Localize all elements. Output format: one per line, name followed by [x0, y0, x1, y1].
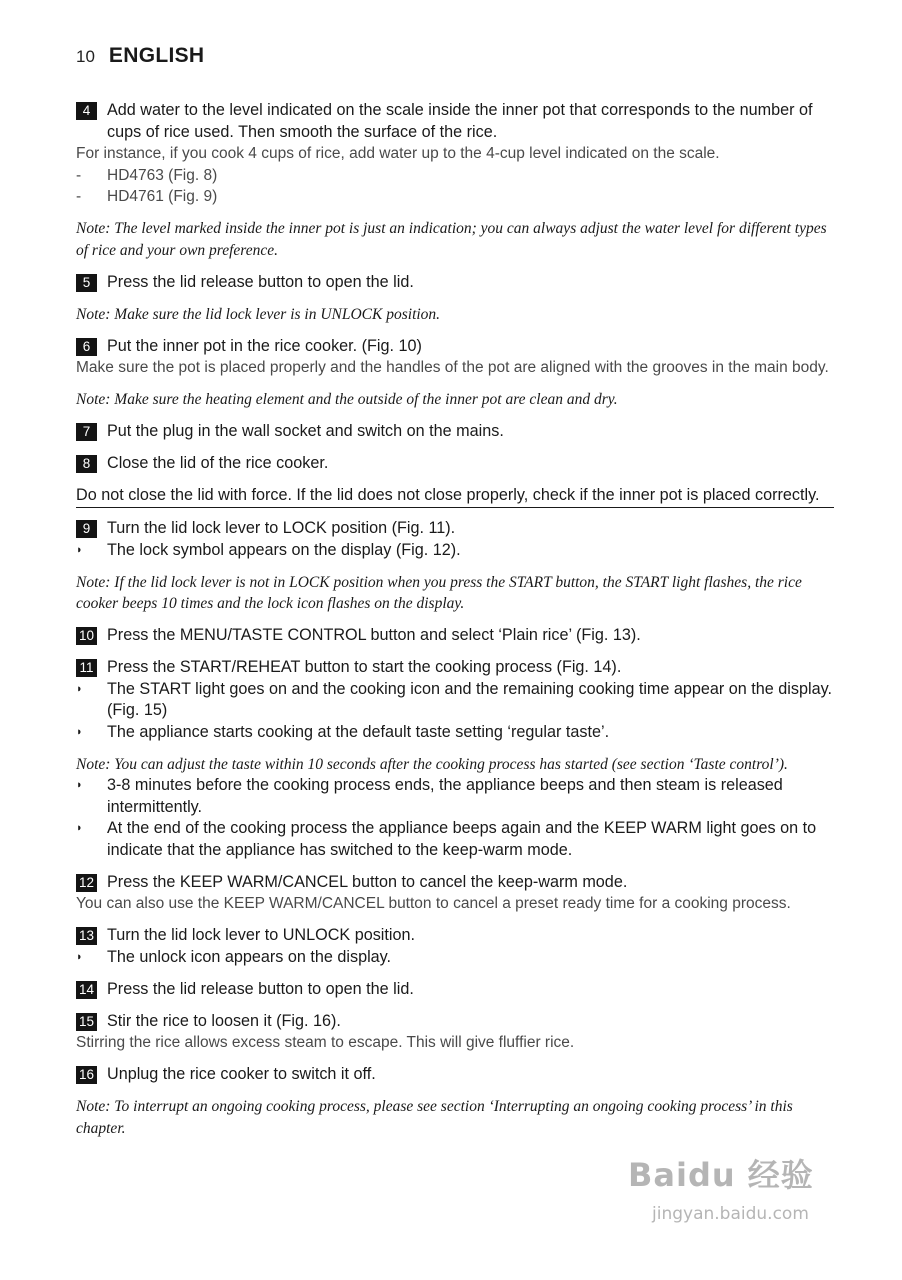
step-9: [76, 518, 834, 540]
step-text: Stir the rice to loosen it (Fig. 16).: [107, 1011, 341, 1030]
step-text: Unplug the rice cooker to switch it off.: [107, 1065, 376, 1083]
step-15: [76, 1011, 834, 1033]
step-number: 4: [76, 102, 97, 120]
bullet-text: 3-8 minutes before the cooking process ends, the appliance beeps and then steam is released intermittently.: [107, 776, 783, 816]
section-language-title: ENGLISH: [108, 44, 205, 67]
step-10: [76, 625, 834, 647]
result-bullet: [76, 775, 834, 818]
step-number: 12: [76, 874, 97, 892]
step-number: 8: [76, 455, 97, 473]
bullet-marker: ◗: [76, 543, 83, 556]
step-number: 7: [76, 423, 97, 441]
result-bullet: [76, 540, 834, 562]
step-text: Press the KEEP WARM/CANCEL button to cancel the keep-warm mode.: [107, 872, 628, 891]
step-13: [76, 925, 834, 947]
note-interrupt: Note: To interrupt an ongoing cooking process, please see section ‘Interrupting an ongoing cooking process’ in this chapter.: [76, 1098, 793, 1137]
model-text: HD4763 (Fig. 8): [107, 166, 218, 184]
result-bullet: [76, 947, 834, 969]
instructions-body: [76, 100, 834, 1139]
page-header: [76, 44, 204, 70]
step-text: Turn the lid lock lever to UNLOCK position.: [107, 926, 415, 944]
step-text: Add water to the level indicated on the scale inside the inner pot that corresponds to the number of cups of rice used. Then smooth the surface of the rice.: [107, 101, 813, 141]
step-number: 16: [76, 1066, 97, 1084]
step-number: 14: [76, 981, 97, 999]
step-14: [76, 979, 834, 1001]
step-number: 13: [76, 927, 97, 945]
step-number: 11: [76, 659, 97, 677]
bullet-marker: ◗: [76, 779, 83, 791]
note-water-level: Note: The level marked inside the inner pot is just an indication; you can always adjust the water level for different types of rice and your own preference.: [76, 220, 827, 259]
step-12-description: You can also use the KEEP WARM/CANCEL button to cancel a preset ready time for a cooking process.: [76, 895, 791, 912]
step-text: Press the lid release button to open the lid.: [107, 272, 414, 291]
model-list-item: [76, 186, 834, 208]
dash-marker: -: [76, 188, 82, 205]
bullet-text: At the end of the cooking process the appliance beeps again and the KEEP WARM light goes on to indicate that the appliance has switched to the keep-warm mode.: [107, 819, 817, 859]
result-bullet: [76, 722, 834, 744]
note-adjust-taste: Note: You can adjust the taste within 10 seconds after the cooking process has started (see section ‘Taste control’).: [76, 755, 788, 773]
step-6: [76, 336, 834, 358]
step-number: 15: [76, 1013, 97, 1031]
page-number: 10: [76, 47, 95, 66]
step-4-description: For instance, if you cook 4 cups of rice, add water up to the 4-cup level indicated on the scale.: [76, 145, 720, 162]
bullet-marker: ◗: [76, 950, 83, 963]
bullet-text: The appliance starts cooking at the default taste setting ‘regular taste’.: [107, 722, 610, 741]
watermark-logo-text: Baidu 经验: [628, 1156, 814, 1194]
bullet-marker: ◗: [76, 725, 83, 738]
step-6-description: Make sure the pot is placed properly and the handles of the pot are aligned with the grooves in the main body.: [76, 359, 829, 376]
dash-marker: -: [76, 166, 82, 184]
step-text: Turn the lid lock lever to LOCK position (Fig. 11).: [107, 519, 456, 537]
step-15-description: Stirring the rice allows excess steam to escape. This will give fluffier rice.: [76, 1034, 575, 1051]
step-number: 5: [76, 274, 97, 292]
bullet-marker: ◗: [76, 682, 83, 695]
step-number: 10: [76, 627, 97, 645]
watermark-url: jingyan.baidu.com: [652, 1204, 809, 1224]
step-text: Close the lid of the rice cooker.: [107, 454, 329, 472]
step-7: [76, 421, 834, 443]
step-11: [76, 657, 834, 679]
bullet-marker: ◗: [76, 822, 83, 834]
step-text: Put the inner pot in the rice cooker. (Fig. 10): [107, 336, 422, 355]
note-unlock: Note: Make sure the lid lock lever is in UNLOCK position.: [76, 305, 441, 323]
step-16: [76, 1064, 834, 1086]
bullet-text: The unlock icon appears on the display.: [107, 947, 392, 966]
step-8: [76, 453, 834, 475]
step-text: Press the lid release button to open the lid.: [107, 979, 414, 998]
note-clean-dry: Note: Make sure the heating element and the outside of the inner pot are clean and dry.: [76, 391, 618, 408]
baidu-watermark: [628, 1148, 858, 1238]
bullet-text: The lock symbol appears on the display (Fig. 12).: [107, 540, 461, 559]
result-bullet: [76, 679, 834, 722]
note-lock-flash: Note: If the lid lock lever is not in LOCK position when you press the START button, the START light flashes, the rice cooker beeps 10 times and the lock icon flashes on the display.: [76, 573, 802, 612]
step-text: Press the MENU/TASTE CONTROL button and select ‘Plain rice’ (Fig. 13).: [107, 626, 641, 644]
step-number: 9: [76, 520, 97, 538]
step-text: Press the START/REHEAT button to start the cooking process (Fig. 14).: [107, 658, 622, 676]
step-12: [76, 872, 834, 894]
step-5: [76, 272, 834, 294]
model-list-item: [76, 165, 834, 187]
step-4: [76, 100, 834, 143]
bullet-text: The START light goes on and the cooking icon and the remaining cooking time appear on the display. (Fig. 15): [107, 679, 832, 719]
result-bullet: [76, 818, 834, 861]
step-number: 6: [76, 338, 97, 356]
step-text: Put the plug in the wall socket and switch on the mains.: [107, 422, 504, 440]
model-text: HD4761 (Fig. 9): [107, 188, 218, 205]
caution-text: Do not close the lid with force. If the lid does not close properly, check if the inner pot is placed correctly.: [76, 485, 834, 508]
